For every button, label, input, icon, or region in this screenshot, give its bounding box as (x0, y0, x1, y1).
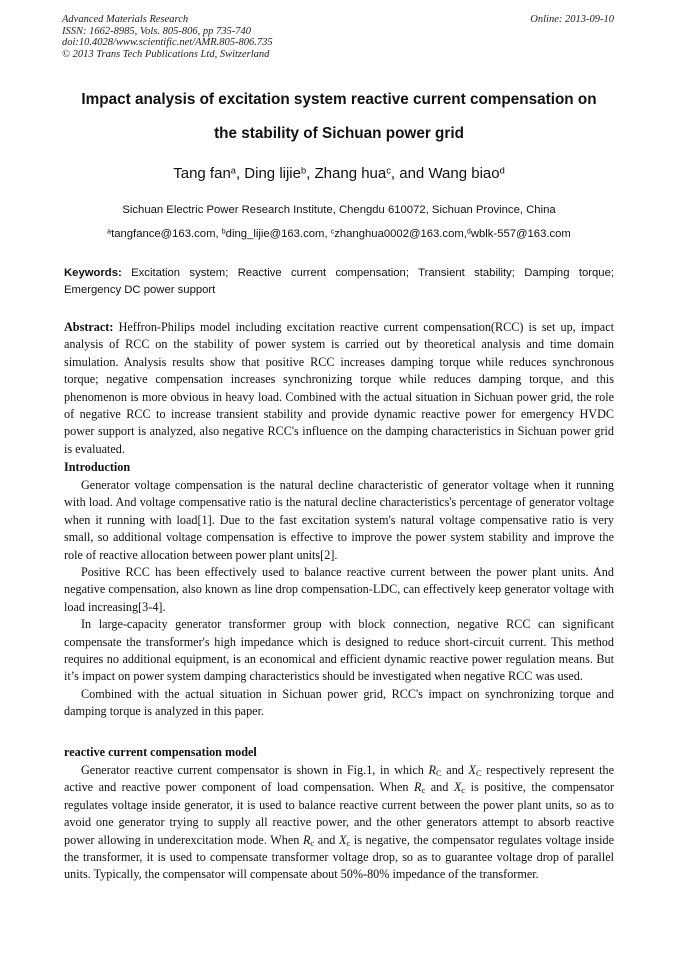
journal-header (62, 14, 273, 60)
doi-line: doi:10.4028/www.scientific.net/AMR.805-806.735 (62, 37, 273, 49)
paragraph: Combined with the actual situation in Sichuan power grid, RCC's impact on synchronizing torque and damping torque is analyzed in this paper. (64, 686, 614, 719)
email[interactable]: $^b$ding_lijie@163.com (221, 228, 325, 240)
author-list (0, 165, 678, 182)
online-date: Online: 2013-09-10 (530, 14, 614, 25)
author: Wang biao$^d$ (428, 165, 505, 182)
paragraph: In large-capacity generator transformer group with block connection, negative RCC can significant compensate the transformer's high impedance which is designed to reduce short-circuit current. This method requires no additional equipment, is an economical and efficient dynamic reactive power regulation means. But it’s impact on power system damping characteristics should be investigated when negative RCC was used. (64, 617, 614, 684)
paper-title-line-2: the stability of Sichuan power grid (214, 125, 464, 142)
paper-title-line-1: Impact analysis of excitation system reactive current compensation on (81, 91, 597, 108)
email[interactable]: $^d$wblk-557@163.com (466, 228, 571, 240)
rcc-model-heading: reactive current compensation model (64, 745, 257, 759)
paragraph: Positive RCC has been effectively used to balance reactive current between the power plant units. And negative compensation, also known as line drop compensation-LDC, can effectively keep generator voltage with load increasing[3-4]. (64, 565, 614, 614)
issn-line: ISSN: 1662-8985, Vols. 805-806, pp 735-740 (62, 25, 251, 37)
rcc-model-body (64, 762, 614, 884)
paragraph: Generator voltage compensation is the natural decline characteristic of generator voltage when it running with load. And voltage compensative ratio is the natural decline characteristics's percentage of generator voltage when it running with load[1]. Due to the fast excitation system's natural voltage compensative ratio is very small, so additional voltage compensation is effective to improve the power system stability and improve the role of reactive allocation between power plant units[2]. (64, 478, 614, 562)
keywords (64, 265, 614, 298)
copyright-line: © 2013 Trans Tech Publications Ltd, Switzerland (62, 48, 270, 60)
abstract-text: Heffron-Philips model including excitation reactive current compensation(RCC) is set up, impact analysis of RCC on the stability of power system is carried out by theoretical analysis and time domain simulation. Analysis results show that positive RCC increases damping torque while reduces synchronous torque; negative compensation increases synchronizing torque while reduces damping torque, and this phenomenon is more obvious in heavy load. Combined with the actual situation in Sichuan power grid, the role of negative RCC to increase transient stability and provide dynamic reactive power for emergency HVDC power support is analyzed, also negative RCC's influence on the damping characteristics in Sichuan power grid is evaluated. (64, 320, 615, 456)
abstract (64, 319, 614, 458)
paragraph: Generator reactive current compensator is shown in Fig.1, in which $R_C$ and $X_C$ respectively represent the active and reactive power component of load compensation. When $R_c$ and $X_c$ is positive, the compensator regulates voltage inside generator, it is used to balance reactive current between the power plant units, so as to avoid one generator trying to supply all reactive power, and the other generators attempt to absorb reactive power allowing in underexcitation mode. When $R_c$ and $X_c$ is negative, the compensator regulates voltage inside the transformer, it is used to compensate transformer voltage drop, so as to guarantee voltage drop of parallel units. Typically, the compensator will compensate about 50%-80% impedance of the transformer. (64, 763, 614, 882)
email[interactable]: $^c$zhanghua0002@163.com (330, 228, 464, 240)
email[interactable]: $^a$tangfance@163.com (107, 228, 216, 240)
introduction-heading: Introduction (64, 460, 131, 474)
abstract-label: Abstract: (64, 320, 114, 334)
introduction-body (64, 477, 614, 721)
author: Zhang hua$^c$, and (314, 165, 429, 182)
keywords-text: Excitation system; Reactive current compensation; Transient stability; Damping torque; Emergency DC power support (64, 267, 614, 296)
author: Ding lijie$^b$, (244, 165, 315, 182)
keywords-label: Keywords: (64, 267, 122, 279)
email-list: $^a$tangfance@163.com, $^b$ding_lijie@163.com, $^c$zhanghua0002@163.com,$^d$wblk-557@163.com (107, 228, 571, 240)
affiliation: Sichuan Electric Power Research Institute, Chengdu 610072, Sichuan Province, China (122, 204, 556, 216)
author: Tang fan$^a$, (173, 165, 245, 182)
journal-name: Advanced Materials Research (62, 14, 189, 25)
